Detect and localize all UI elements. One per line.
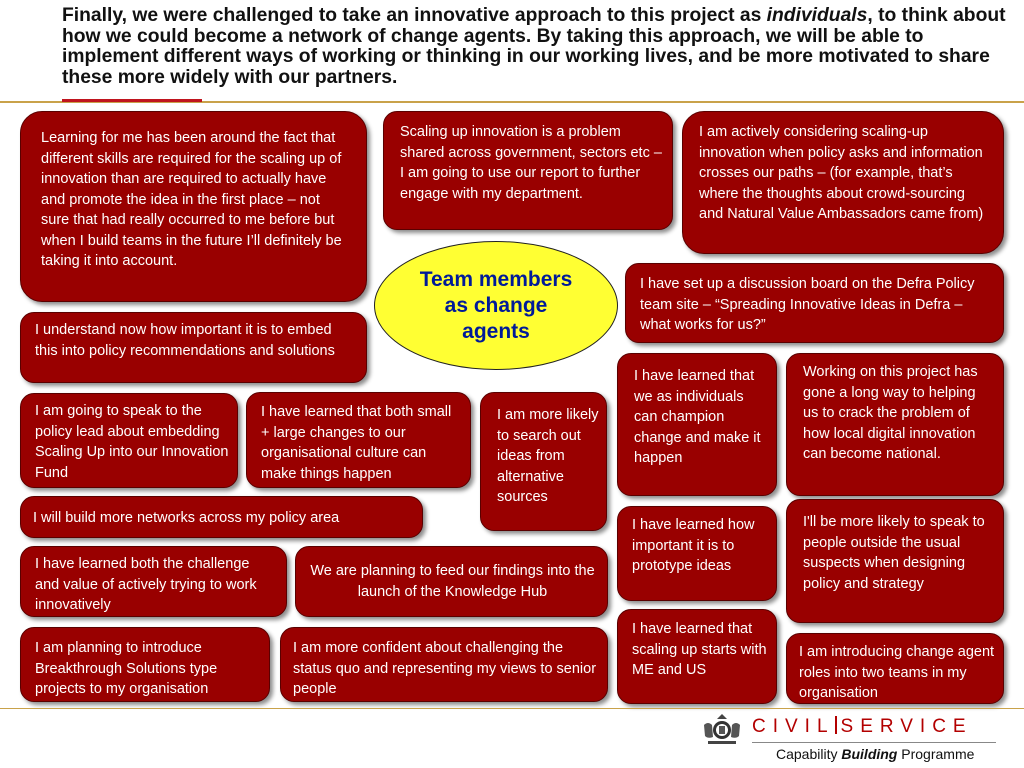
civil-service-logo <box>752 716 973 738</box>
statement-box-crowd-sourcing <box>682 111 1004 254</box>
statement-box-shared-problem <box>383 111 673 230</box>
tagline-start: Capability <box>776 746 842 762</box>
statement-box-embed-policy <box>20 312 367 383</box>
statement-text: I have learned that we as individuals can champion change and make it happen <box>634 368 761 466</box>
brand-service: SERVICE <box>840 716 973 737</box>
statement-text: We are planning to feed our findings into the launch of the Knowledge Hub <box>310 563 595 600</box>
statement-text: I have learned both the challenge and value of actively trying to work innovatively <box>35 556 257 613</box>
programme-tagline <box>776 746 974 762</box>
statement-box-discussion-board <box>625 263 1004 343</box>
statement-box-small-large-changes <box>246 392 471 488</box>
statement-text: I have learned that scaling up starts with ME and US <box>632 621 767 678</box>
statement-text: I understand now how important it is to embed this into policy recommendations and solutions <box>35 322 335 359</box>
statement-box-me-and-us <box>617 609 777 704</box>
statement-text: I am actively considering scaling-up innovation when policy asks and information crosses our paths – (for example, that’s where the thoughts about crowd-sourcing and Natural Value Ambassadors came from) <box>699 124 984 222</box>
statement-box-knowledge-hub <box>295 546 608 617</box>
title-text-start: Finally, we were challenged to take an innovative approach to this project as <box>62 5 767 26</box>
statement-text: I have set up a discussion board on the Defra Policy team site – “Spreading Innovative Ideas in Defra – what works for us?” <box>640 276 975 333</box>
brand-civil: CIVIL <box>752 716 835 737</box>
statement-box-champion-change <box>617 353 777 496</box>
central-theme-label: Team members as change agents <box>419 267 573 343</box>
statement-box-alternative-sources <box>480 392 607 531</box>
statement-text: Scaling up innovation is a problem shared across government, sectors etc – I am going to use our report to further engage with my department. <box>400 124 662 202</box>
statement-text: I will build more networks across my policy area <box>33 510 340 526</box>
statement-box-usual-suspects <box>786 499 1004 623</box>
statement-box-prototype-ideas <box>617 506 777 601</box>
statement-box-innovation-fund <box>20 393 238 488</box>
statement-text: I am more confident about challenging the status quo and representing my views to senior people <box>293 640 597 697</box>
statement-text: I'll be more likely to speak to people outside the usual suspects when designing policy and strategy <box>803 514 985 592</box>
statement-box-change-agent-roles <box>786 633 1004 704</box>
statement-text: I have learned how important it is to prototype ideas <box>632 517 755 574</box>
tagline-end: Programme <box>897 746 975 762</box>
statement-box-build-networks <box>20 496 423 538</box>
statement-box-different-skills <box>20 111 367 302</box>
statement-text: I am introducing change agent roles into two teams in my organisation <box>799 644 995 701</box>
footer-divider <box>0 708 1024 709</box>
title-text-rest: , to think about how we could become a network of change agents. By taking this approach, we will be able to implement different ways of working or thinking in our working lives, and be more motivated to share these more widely with our partners. <box>62 5 1006 88</box>
statement-text: I have learned that both small + large changes to our organisational culture can make things happen <box>261 404 452 482</box>
statement-text: I am more likely to search out ideas from alternative sources <box>497 407 599 505</box>
statement-text: Learning for me has been around the fact that different skills are required for the scaling up of innovation than are required to actually have and promote the idea in the first place – not sure that had really occurred to me before but when I build teams in the future I’ll definitely be taking it into account. <box>41 130 342 269</box>
tagline-emphasis: Building <box>841 746 898 762</box>
slide-title <box>62 6 1022 88</box>
statement-text: I am going to speak to the policy lead about embedding Scaling Up into our Innovation Fund <box>35 403 229 481</box>
brand-underline <box>752 742 996 743</box>
royal-crest-icon <box>700 711 744 747</box>
title-emphasis: individuals <box>766 5 868 26</box>
header-divider-accent <box>62 99 202 102</box>
statement-box-digital-innovation <box>786 353 1004 496</box>
statement-box-challenge-value <box>20 546 287 617</box>
brand-separator <box>835 716 837 734</box>
statement-text: Working on this project has gone a long way to helping us to crack the problem of how local digital innovation can become national. <box>803 364 978 462</box>
statement-text: I am planning to introduce Breakthrough Solutions type projects to my organisation <box>35 640 218 697</box>
statement-box-challenging-status-quo <box>280 627 608 702</box>
central-theme-ellipse <box>374 241 618 370</box>
statement-box-breakthrough-solutions <box>20 627 270 702</box>
